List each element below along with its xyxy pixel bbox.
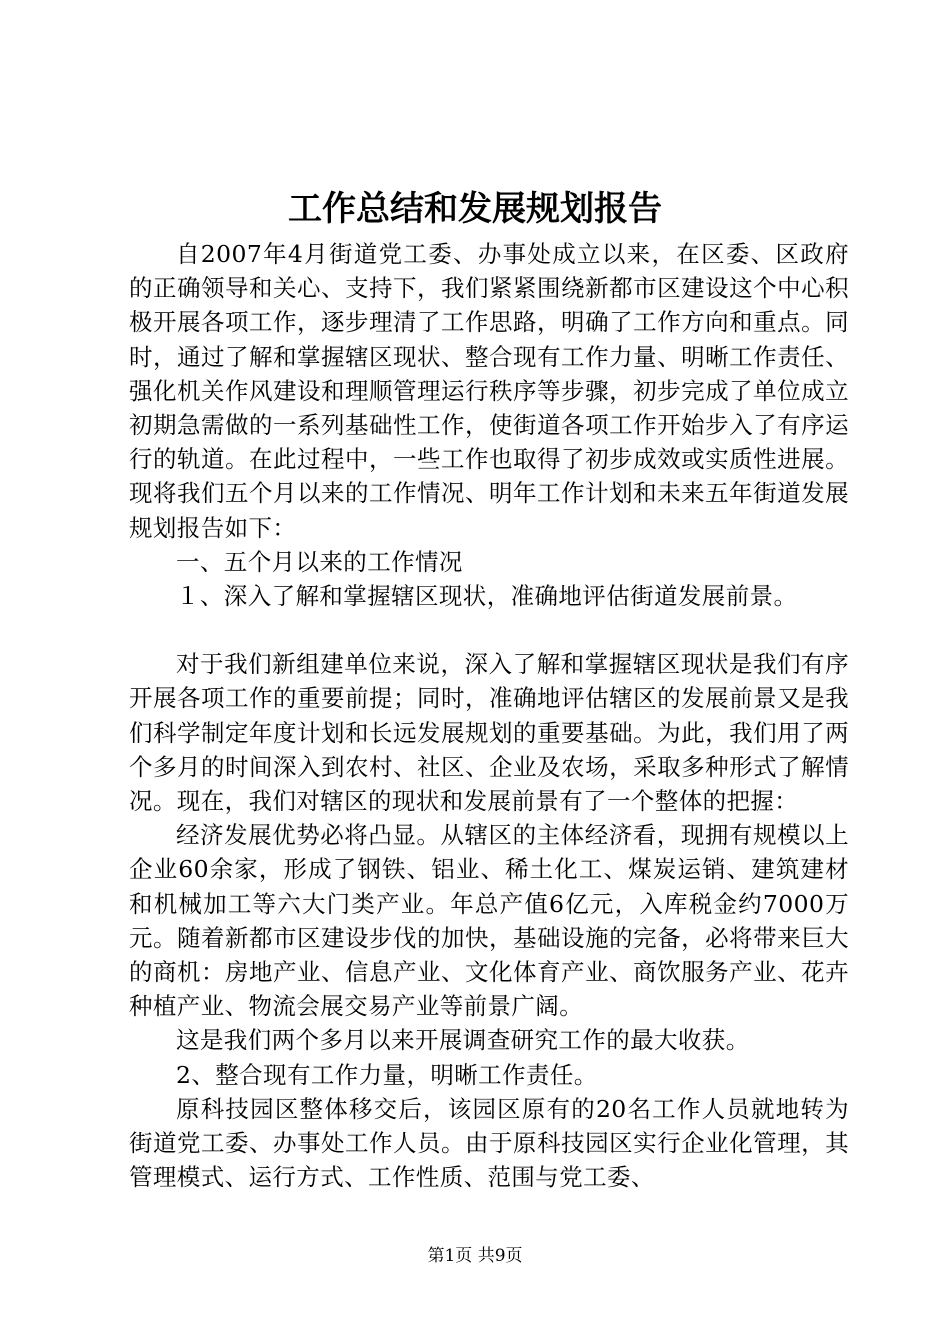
paragraph-intro: 自2007年4月街道党工委、办事处成立以来，在区委、区政府的正确领导和关心、支持下，我们紧紧围绕新都市区建设这个中心积极开展各项工作，逐步理清了工作思路，明确了工作方向和重点。同时，通过了解和掌握辖区现状、整合现有工作力量、明晰工作责任、强化机关作风建设和理顺管理运行秩序等步骤，初步完成了单位成立初期急需做的一系列基础性工作，使街道各项工作开始步入了有序运行的轨道。在此过程中，一些工作也取得了初步成效或实质性进展。现将我们五个月以来的工作情况、明年工作计划和未来五年街道发展规划报告如下： xyxy=(129,240,849,542)
paragraph-economy: 经济发展优势必将凸显。从辖区的主体经济看，现拥有规模以上企业60余家，形成了钢铁、铝业、稀土化工、煤炭运销、建筑建材和机械加工等六大门类产业。年总产值6亿元，入库税金约7000万元。随着新都市区建设步伐的加快，基础设施的完备，必将带来巨大的商机：房地产业、信息产业、文化体育产业、商饮服务产业、花卉种植产业、物流会展交易产业等前景广阔。 xyxy=(129,821,849,1021)
paragraph-harvest: 这是我们两个多月以来开展调查研究工作的最大收获。 xyxy=(176,1026,750,1055)
subsection-heading-1: １、深入了解和掌握辖区现状，准确地评估街道发展前景。 xyxy=(176,582,798,611)
document-title: 工作总结和发展规划报告 xyxy=(288,189,662,229)
document-body xyxy=(129,237,849,1194)
paragraph-survey: 对于我们新组建单位来说，深入了解和掌握辖区现状是我们有序开展各项工作的重要前提；同时，准确地评估辖区的发展前景又是我们科学制定年度计划和长远发展规划的重要基础。为此，我们用了两个多月的时间深入到农村、社区、企业及农场，采取多种形式了解情况。现在，我们对辖区的现状和发展前景有了一个整体的把握： xyxy=(129,650,849,816)
paragraph-staff: 原科技园区整体移交后，该园区原有的20名工作人员就地转为街道党工委、办事处工作人员。由于原科技园区实行企业化管理，其管理模式、运行方式、工作性质、范围与党工委、 xyxy=(129,1094,849,1192)
section-heading-1: 一、五个月以来的工作情况 xyxy=(176,547,463,576)
paragraph-gap xyxy=(129,613,849,647)
subsection-heading-2: 2、整合现有工作力量，明晰工作责任。 xyxy=(176,1060,598,1089)
page-indicator: 第1页 共9页 xyxy=(427,1246,523,1266)
